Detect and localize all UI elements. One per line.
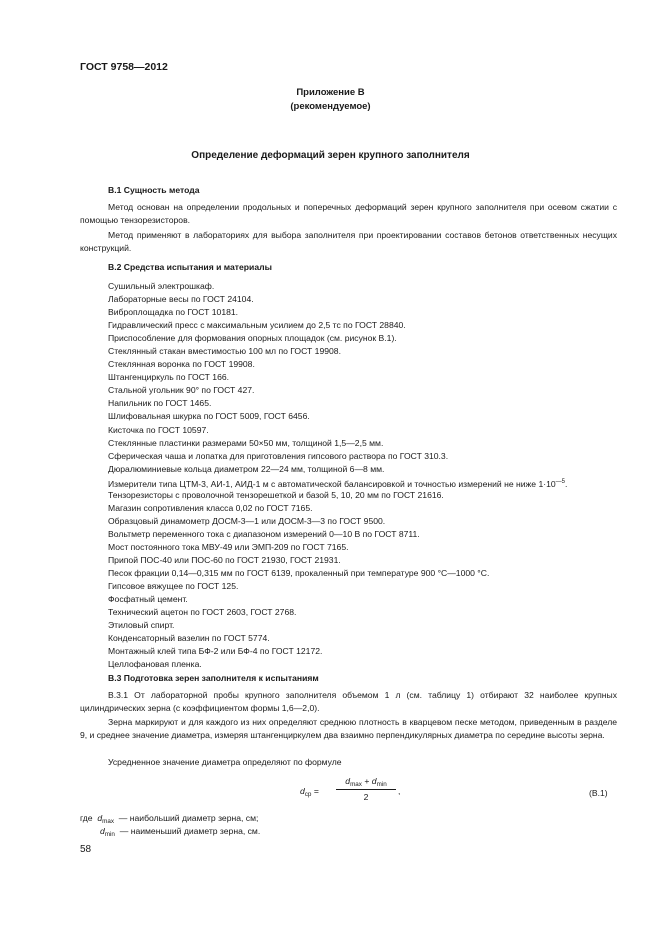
formula-numerator <box>336 776 396 790</box>
list-item: Сферическая чаша и лопатка для приготовления гипсового раствора по ГОСТ 310.3. <box>108 450 449 461</box>
list-item: Монтажный клей типа БФ-2 или БФ-4 по ГОСТ 12172. <box>108 646 323 657</box>
list-item: Гидравлический пресс с максимальным усилием до 2,5 тс по ГОСТ 28840. <box>108 320 406 331</box>
list-item: Тензорезисторы с проволочной тензорешеткой и базой 5, 10, 20 мм по ГОСТ 21616. <box>108 489 444 500</box>
formula-sub: min <box>376 781 387 788</box>
list-item: Кисточка по ГОСТ 10597. <box>108 424 209 435</box>
section-b1-paragraph-1 <box>80 201 617 227</box>
formula-plus: + <box>364 776 370 786</box>
where-line-1 <box>80 813 258 825</box>
list-item: Фосфатный цемент. <box>108 594 188 605</box>
list-item: Сушильный электрошкаф. <box>108 281 215 291</box>
list-item: Конденсаторный вазелин по ГОСТ 5774. <box>108 633 270 644</box>
list-item <box>108 476 628 489</box>
list-item: Приспособление для формования опорных площадок (см. рисунок В.1). <box>108 333 397 344</box>
section-b3-paragraph-1 <box>80 689 617 715</box>
list-item: Штангенциркуль по ГОСТ 166. <box>108 372 230 383</box>
paragraph-text: Метод применяют в лабораториях для выбора заполнителя при проектировании составов бетонов ответственных несущих конструкций. <box>80 230 617 253</box>
exponent: —5 <box>555 478 566 485</box>
where-text: — наименьший диаметр зерна, см. <box>119 826 261 836</box>
formula-denominator: 2 <box>363 792 369 802</box>
document-title: Определение деформаций зерен крупного заполнителя <box>191 150 470 161</box>
list-item: Технический ацетон по ГОСТ 2603, ГОСТ 2768. <box>108 607 297 618</box>
list-item-tail: . <box>565 478 568 489</box>
formula-var: d <box>345 776 351 786</box>
formula-var: d <box>97 813 103 823</box>
list-item: Магазин сопротивления класса 0,02 по ГОСТ 7165. <box>108 502 313 513</box>
section-b3-heading: В.3 Подготовка зерен заполнителя к испытаниям <box>108 673 319 683</box>
list-item: Дюралюминиевые кольца диаметром 22—24 мм, толщиной 6—8 мм. <box>108 463 385 474</box>
list-item: Этиловый спирт. <box>108 620 175 631</box>
list-item: Целлофановая пленка. <box>108 659 202 670</box>
formula-comma: , <box>398 786 401 796</box>
formula-var: d <box>300 786 305 796</box>
list-item: Напильник по ГОСТ 1465. <box>108 398 212 409</box>
list-item: Песок фракции 0,14—0,315 мм по ГОСТ 6139, прокаленный при температуре 900 °С—1000 °С. <box>108 568 490 579</box>
formula-var: d <box>100 826 105 836</box>
formula-var: d <box>371 776 377 786</box>
list-item: Виброплощадка по ГОСТ 10181. <box>108 307 239 318</box>
page-number: 58 <box>80 844 92 855</box>
list-item-text: Измерители типа ЦТМ-3, АИ-1, АИД-1 м с автоматической балансировкой и точностью измерений не ниже 1·10 <box>108 478 556 489</box>
list-item: Лабораторные весы по ГОСТ 24104. <box>108 294 254 305</box>
section-b1-paragraph-2 <box>80 229 617 255</box>
appendix-title: Приложение В <box>296 87 365 98</box>
section-b3-paragraph-3 <box>80 756 617 769</box>
section-b3-paragraph-2 <box>80 716 617 742</box>
standard-header: ГОСТ 9758—2012 <box>80 61 168 73</box>
list-item: Припой ПОС-40 или ПОС-60 по ГОСТ 21930, ГОСТ 21931. <box>108 554 341 565</box>
equation-number: (В.1) <box>589 788 608 798</box>
list-item: Гипсовое вяжущее по ГОСТ 125. <box>108 581 239 592</box>
list-item: Вольтметр переменного тока с диапазоном измерений 0—10 В по ГОСТ 8711. <box>108 528 420 539</box>
where-line-2 <box>100 826 260 838</box>
formula-sub: ср <box>304 791 312 798</box>
equipment-list <box>108 280 628 671</box>
formula-sub: max <box>350 781 362 788</box>
formula-sub: max <box>102 818 115 825</box>
section-b2-heading: В.2 Средства испытания и материалы <box>108 262 272 272</box>
where-prefix: где <box>80 813 93 823</box>
paragraph-text: Зерна маркируют и для каждого из них определяют среднюю плотность в кварцевом песке методом, приведенным в разделе 9, и среднее значение диаметра, измеряя штангенциркулем два взаимно перпендикулярных диаметра по середине высоты зерна. <box>80 717 617 740</box>
formula-lhs <box>300 786 319 798</box>
list-item: Образцовый динамометр ДОСМ-3—1 или ДОСМ-3—3 по ГОСТ 9500. <box>108 515 386 526</box>
paragraph-text: Метод основан на определении продольных и поперечных деформаций зерен крупного заполнителя при осевом сжатии с помощью тензорезисторов. <box>80 202 617 225</box>
list-item: Стеклянные пластинки размерами 50×50 мм, толщиной 1,5—2,5 мм. <box>108 437 384 448</box>
section-b1-heading: В.1 Сущность метода <box>108 185 200 195</box>
list-item: Стеклянная воронка по ГОСТ 19908. <box>108 359 255 370</box>
paragraph-text: Усредненное значение диаметра определяют по формуле <box>108 757 342 767</box>
list-item: Стеклянный стакан вместимостью 100 мл по ГОСТ 19908. <box>108 346 341 357</box>
paragraph-text: В.3.1 От лабораторной пробы крупного заполнителя объемом 1 л (см. таблицу 1) отбирают 32 наиболее крупных цилиндрических зерна (с коэффициентом формы 1,6—2,0). <box>80 690 617 713</box>
appendix-subtitle: (рекомендуемое) <box>290 101 371 112</box>
formula-sub: min <box>104 831 115 838</box>
list-item: Шлифовальная шкурка по ГОСТ 5009, ГОСТ 6456. <box>108 411 310 422</box>
list-item: Мост постоянного тока МВУ-49 или ЭМП-209 по ГОСТ 7165. <box>108 541 349 552</box>
formula-equals: = <box>313 786 319 796</box>
where-text: — наибольший диаметр зерна, см; <box>118 813 259 823</box>
formula-fraction <box>336 776 396 802</box>
list-item: Стальной угольник 90° по ГОСТ 427. <box>108 385 255 396</box>
